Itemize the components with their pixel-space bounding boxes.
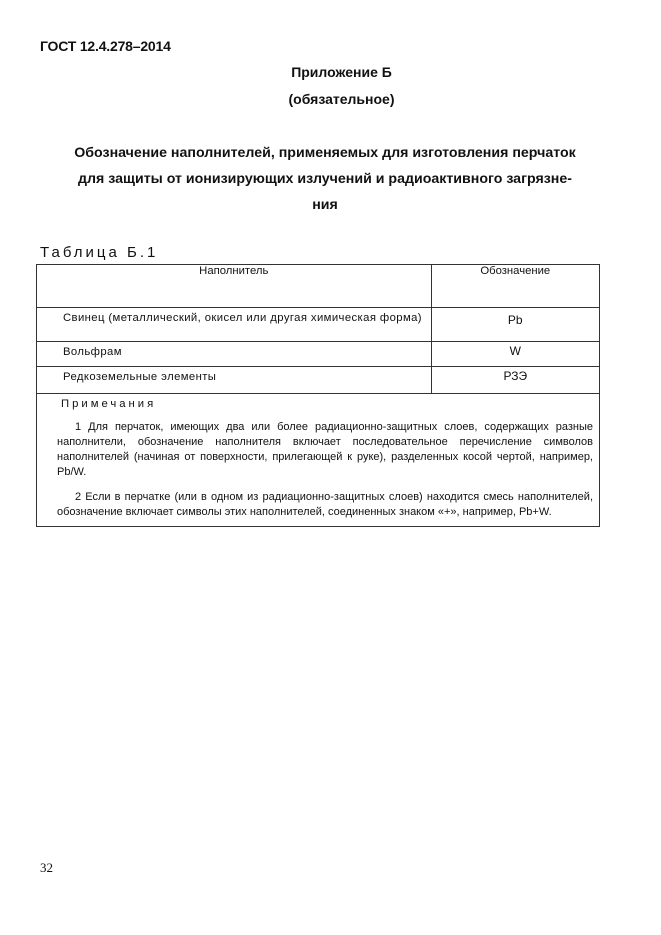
note-item: 1 Для перчаток, имеющих два или более радиационно-защитных слоев, содержащих разные наполнители, обозначение наполнителя включает последовательное перечисление символов наполнителей (начиная от поверхности, прилегающей к руке), разделенных косой чертой, например, Pb/W.: [57, 421, 593, 478]
page-number: 32: [40, 860, 53, 875]
notes-row: [37, 394, 600, 527]
fillers-table: [36, 264, 600, 527]
standard-code: ГОСТ 12.4.278–2014: [40, 38, 171, 54]
filler-symbol-cell: W: [431, 342, 599, 367]
filler-name-cell: Вольфрам: [37, 342, 432, 367]
table-header-row: [37, 265, 600, 308]
table-caption: Таблица Б.1: [40, 244, 159, 261]
filler-name-cell: Редкоземельные элементы: [37, 367, 432, 394]
notes-cell: [37, 394, 600, 527]
document-title-line: для защиты от ионизирующих излучений и радиоактивного загрязне-: [78, 171, 572, 187]
notes-heading: Примечания: [61, 398, 157, 410]
table-row: [37, 342, 600, 367]
document-title: [38, 140, 612, 218]
document-title-line: Обозначение наполнителей, применяемых для изготовления перчаток: [74, 145, 576, 161]
note-item: 2 Если в перчатке (или в одном из радиационно-защитных слоев) находится смесь наполнителей, обозначение включает символы этих наполнителей, соединенных знаком «+», например, Pb+W.: [57, 491, 593, 518]
appendix-title: Приложение Б: [291, 64, 392, 80]
column-header-symbol: Обозначение: [431, 265, 599, 308]
document-title-line: ния: [312, 197, 338, 213]
filler-symbol-cell: РЗЭ: [431, 367, 599, 394]
appendix-status: (обязательное): [288, 91, 395, 107]
table-row: [37, 308, 600, 342]
filler-symbol-cell: Pb: [431, 308, 599, 342]
table-row: [37, 367, 600, 394]
filler-name-cell: Свинец (металлический, окисел или другая химическая форма): [37, 308, 432, 342]
column-header-filler: Наполнитель: [37, 265, 432, 308]
